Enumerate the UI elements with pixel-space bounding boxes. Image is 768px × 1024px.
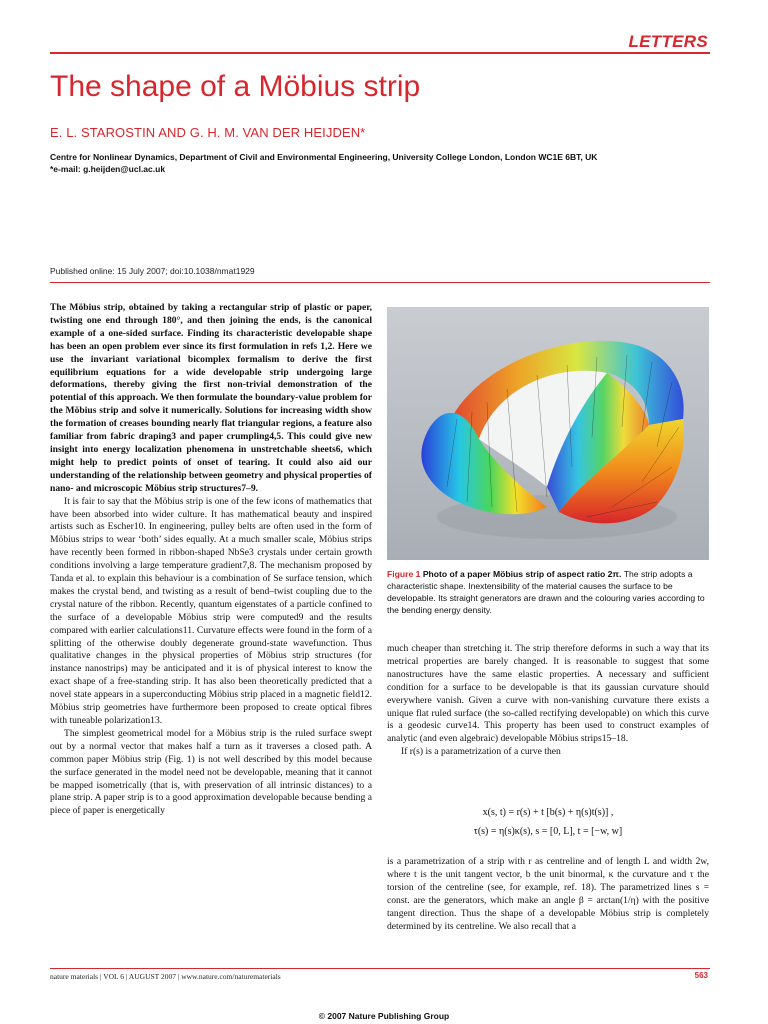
equation-1: x(s, t) = r(s) + t [b(s) + η(s)t(s)] ,: [482, 807, 614, 818]
page-number: 563: [694, 971, 708, 980]
body-paragraph-5: is a parametrization of a strip with r as centreline and of length L and width 2w, where t is the unit tangent vector, b the unit binormal, κ the curvature and τ the torsion of the centreline (see, for example, ref. 18). The parametrized lines s = const. are the generators, which make an angle β = arctan(1/η) with the positive tangent direction. Thus the shape of a developable Möbius strip is completely determined by its centreline. We also recall that a: [387, 856, 709, 932]
figure-1-caption: [387, 568, 707, 616]
equation-2: τ(s) = η(s)κ(s), s = [0, L], t = [−w, w]: [473, 826, 623, 837]
footer-journal: nature materials | VOL 6 | AUGUST 2007 | www.nature.com/naturematerials: [50, 972, 281, 981]
figure-1-photo: [387, 307, 709, 560]
left-column: [50, 302, 372, 818]
article-affiliation: Centre for Nonlinear Dynamics, Department of Civil and Environmental Engineering, University College London, London WC1E 6BT, UK: [50, 152, 598, 162]
body-paragraph-2: The simplest geometrical model for a Möbius strip is the ruled surface swept out by a normal vector that makes half a turn as it traverses a closed path. A common paper Möbius strip (Fig. 1) is not well described by this model because the surface generated in the model need not be developable, meaning that it cannot be mapped isometrically (that is, with preservation of all intrinsic distances) to a plane strip. A paper strip is to a good approximation developable because bending a piece of paper is energetically: [50, 727, 372, 817]
body-paragraph-1: It is fair to say that the Möbius strip is one of the few icons of mathematics that have been absorbed into wider culture. It has mathematical beauty and inspired artists such as Escher10. In engineering, pulley belts are often used in the form of Möbius strips to wear ‘both’ sides equally. At a much smaller scale, Möbius strips have recently been formed in ribbon-shaped NbSe3 crystals under certain growth conditions involving a large temperature gradient7,8. The mechanism proposed by Tanda et al. to explain this behaviour is a combination of Se surface tension, which makes the crystal bend, and twisting as a result of bend–twist coupling due to the crystal nature of the ribbon. Recently, quantum eigenstates of a particle confined to the surface of a developable Möbius strip were computed9 and the results compared with earlier calculations11. Curvature effects were found in the form of a splitting of the otherwise doubly degenerate ground-state wavefunction. Thus qualitative changes in the physical properties of Möbius strip structures (for instance nanostrips) may be anticipated and it is of physical interest to know the exact shape of a free-standing strip. It has also been theoretically predicted that a novel state appears in a superconducting Möbius strip placed in a magnetic field12. Möbius strip geometries have furthermore been proposed to create optical fibres with tuneable polarization13.: [50, 495, 372, 726]
author-email: *e-mail: g.heijden@ucl.ac.uk: [50, 164, 166, 174]
publication-rule: [50, 282, 710, 283]
abstract: The Möbius strip, obtained by taking a rectangular strip of plastic or paper, twisting one end through 180°, and then joining the ends, is the canonical example of a one-sided surface. Finding its characteristic developable shape has been an open problem ever since its first formulation in refs 1,2. Here we use the invariant variational bicomplex formalism to derive the first equilibrium equations for a wide developable strip undergoing large deformations, thereby giving the first non-trivial demonstration of the potential of this approach. We then formulate the boundary-value problem for the Möbius strip and solve it numerically. Solutions for increasing width show the formation of creases bounding nearly flat triangular regions, a feature also familiar from fabric draping3 and paper crumpling4,5. This could give new insight into energy localization phenomena in unstretchable sheets6, which might help to predict points of onset of tearing. It could also aid our understanding of the relationship between geometry and physical properties of nano- and microscopic Möbius strip structures7–9.: [50, 302, 372, 494]
body-paragraph-4: If r(s) is a parametrization of a curve then: [401, 746, 561, 758]
article-authors: E. L. STAROSTIN AND G. H. M. VAN DER HEIJDEN*: [50, 125, 366, 140]
body-paragraph-3: much cheaper than stretching it. The strip therefore deforms in such a way that its metrical properties are barely changed. It is reasonable to suggest that some nanostructures have the same elastic properties. A necessary and sufficient condition for a surface to be developable is that its gaussian curvature should everywhere vanish. Given a curve with non-vanishing curvature there exists a unique flat ruled surface (the so-called rectifying developable) on which this curve is a geodesic curve14. This property has been used to construct examples of analytic (and even algebraic) developable Möbius strips15–18.: [387, 643, 709, 745]
publication-info: Published online: 15 July 2007; doi:10.1038/nmat1929: [50, 266, 255, 276]
article-title: The shape of a Möbius strip: [50, 70, 421, 103]
right-column: [387, 643, 709, 759]
footer-rule: [50, 968, 710, 969]
section-label: LETTERS: [628, 32, 708, 51]
copyright-notice: © 2007 Nature Publishing Group: [318, 1011, 450, 1021]
figure-label: Figure 1: [387, 569, 421, 579]
right-column-lower: [387, 856, 709, 933]
mobius-strip-image: [387, 307, 709, 560]
figure-text: The strip adopts a characteristic shape. Inextensibility of the material causes the surface to be developable. Its straight generators are drawn and the colouring varies according to the bending energy density.: [387, 569, 705, 615]
figure-title: Photo of a paper Möbius strip of aspect ratio 2π.: [422, 569, 622, 579]
header-rule: [50, 52, 710, 54]
